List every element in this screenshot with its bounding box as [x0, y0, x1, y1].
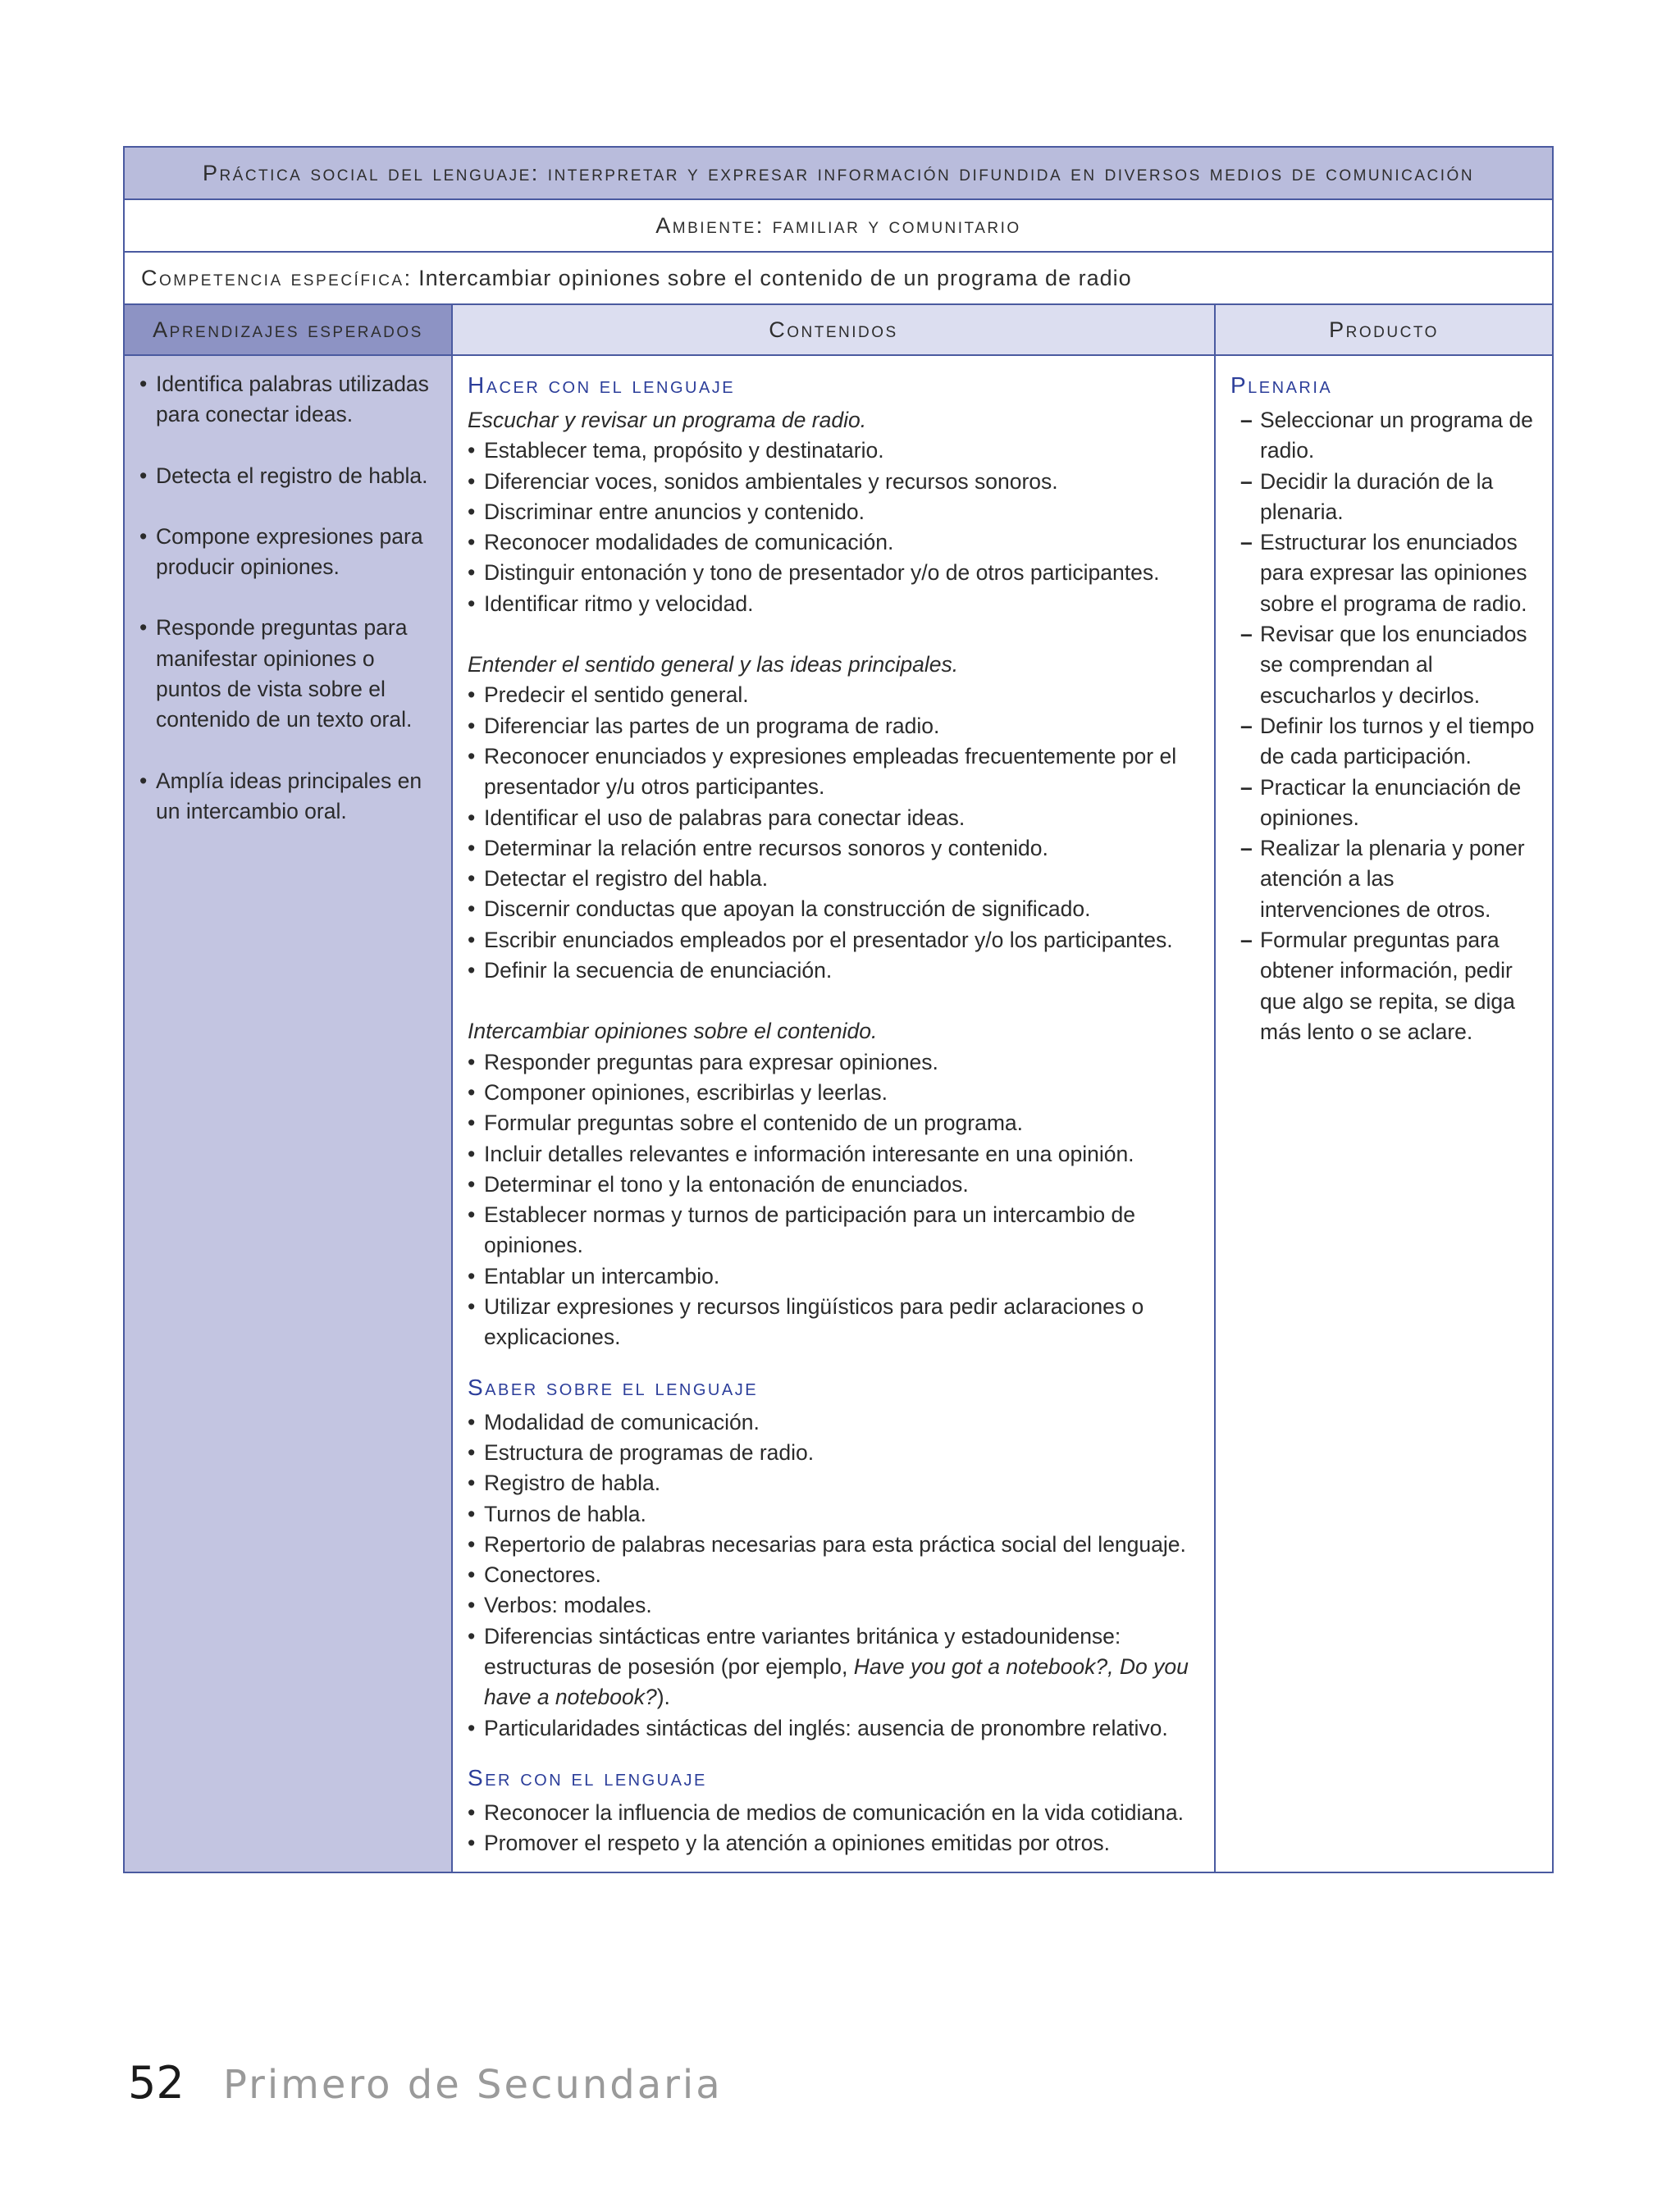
hacer-item: • Escribir enunciados empleados por el presentador y/o los participantes. — [468, 925, 1201, 955]
saber-sintaxis-close: ). — [656, 1685, 670, 1710]
contenidos-header: Contenidos — [452, 304, 1215, 355]
aprendizaje-item: • Compone expresiones para producir opiniones. — [139, 522, 438, 583]
hacer-item: • Identificar el uso de palabras para conectar ideas. — [468, 803, 1201, 833]
saber-item: • Turnos de habla. — [468, 1499, 1201, 1530]
producto-item: – Revisar que los enunciados se comprendan al escucharlos y decirlos. — [1230, 619, 1539, 711]
producto-item: – Realizar la plenaria y poner atención a las intervenciones de otros. — [1230, 833, 1539, 925]
practica-row — [124, 147, 1553, 199]
producto-item: – Decidir la duración de la plenaria. — [1230, 467, 1539, 528]
competencia-cell — [124, 252, 1553, 304]
ser-item: • Promover el respeto y la atención a opiniones emitidas por otros. — [468, 1828, 1201, 1859]
saber-list — [468, 1407, 1201, 1621]
hacer-item: • Establecer tema, propósito y destinatario. — [468, 436, 1201, 466]
hacer-item: • Utilizar expresiones y recursos lingüísticos para pedir aclaraciones o explicaciones. — [468, 1292, 1201, 1353]
hacer-item: • Detectar el registro del habla. — [468, 864, 1201, 894]
hacer-subtitle: Intercambiar opiniones sobre el contenido. — [468, 1019, 878, 1044]
hacer-groups — [468, 405, 1201, 1353]
aprendizajes-header: Aprendizajes esperados — [124, 304, 452, 355]
producto-item: – Seleccionar un programa de radio. — [1230, 405, 1539, 467]
practica-heading: Práctica social del lenguaje: interpretar y expresar información difundida en diversos medios de comunicación — [124, 147, 1553, 199]
hacer-item: • Establecer normas y turnos de participación para un intercambio de opiniones. — [468, 1200, 1201, 1261]
saber-sintaxis-example: Have you got a notebook?, Do you have a notebook? — [484, 1653, 1189, 1710]
saber-item: • Estructura de programas de radio. — [468, 1438, 1201, 1468]
aprendizajes-column — [124, 355, 452, 1872]
hacer-item: • Determinar el tono y la entonación de enunciados. — [468, 1170, 1201, 1200]
producto-column — [1215, 355, 1553, 1872]
saber-title: Saber sobre el lenguaje — [468, 1374, 759, 1400]
book-title: Primero de Secundaria — [223, 2062, 723, 2108]
saber-item: • Modalidad de comunicación. — [468, 1407, 1201, 1438]
contenidos-column — [452, 355, 1215, 1872]
hacer-item: • Definir la secuencia de enunciación. — [468, 955, 1201, 986]
program-table — [123, 146, 1554, 1873]
producto-header: Producto — [1215, 304, 1553, 355]
producto-item: – Estructurar los enunciados para expresar las opiniones sobre el programa de radio. — [1230, 527, 1539, 619]
hacer-item: • Entablar un intercambio. — [468, 1261, 1201, 1292]
producto-item: – Formular preguntas para obtener información, pedir que algo se repita, se diga más lento o se aclare. — [1230, 925, 1539, 1047]
hacer-item: • Discriminar entre anuncios y contenido. — [468, 497, 1201, 527]
hacer-item: • Responder preguntas para expresar opiniones. — [468, 1047, 1201, 1078]
aprendizaje-item: • Identifica palabras utilizadas para conectar ideas. — [139, 369, 438, 431]
ambiente-heading: Ambiente: familiar y comunitario — [124, 199, 1553, 252]
hacer-title: Hacer con el lenguaje — [468, 372, 736, 398]
hacer-item: • Diferenciar las partes de un programa de radio. — [468, 711, 1201, 741]
hacer-item: • Identificar ritmo y velocidad. — [468, 589, 1201, 619]
hacer-item: • Discernir conductas que apoyan la construcción de significado. — [468, 894, 1201, 924]
saber-sintaxis-item — [468, 1621, 1201, 1713]
producto-content — [1216, 356, 1552, 1060]
hacer-subtitle: Entender el sentido general y las ideas principales. — [468, 652, 959, 677]
producto-item: – Definir los turnos y el tiempo de cada participación. — [1230, 711, 1539, 773]
competencia-label: Competencia específica: — [141, 265, 413, 290]
saber-item: • Conectores. — [468, 1560, 1201, 1590]
column-headers-row — [124, 304, 1553, 355]
aprendizaje-item: • Detecta el registro de habla. — [139, 461, 438, 491]
hacer-item: • Diferenciar voces, sonidos ambientales y recursos sonoros. — [468, 467, 1201, 497]
hacer-subtitle: Escuchar y revisar un programa de radio. — [468, 408, 867, 432]
hacer-item: • Determinar la relación entre recursos sonoros y contenido. — [468, 833, 1201, 864]
contenidos-content — [453, 356, 1214, 1872]
body-row — [124, 355, 1553, 1872]
hacer-item: • Distinguir entonación y tono de presentador y/o de otros participantes. — [468, 558, 1201, 588]
saber-sintaxis-text: Diferencias sintácticas entre variantes británica y estadounidense: estructuras de posesión (por ejemplo, — [484, 1623, 1121, 1679]
hacer-item: • Reconocer modalidades de comunicación. — [468, 527, 1201, 558]
aprendizaje-item: • Responde preguntas para manifestar opiniones o puntos de vista sobre el contenido de un texto oral. — [139, 613, 438, 735]
ser-title: Ser con el lenguaje — [468, 1764, 707, 1790]
producto-item: – Practicar la enunciación de opiniones. — [1230, 773, 1539, 834]
ser-item: • Reconocer la influencia de medios de comunicación en la vida cotidiana. — [468, 1798, 1201, 1828]
page-number: 52 — [128, 2057, 185, 2109]
competencia-row — [124, 252, 1553, 304]
saber-last-item: • Particularidades sintácticas del inglés: ausencia de pronombre relativo. — [468, 1713, 1201, 1744]
producto-list — [1230, 405, 1539, 1047]
hacer-item: • Predecir el sentido general. — [468, 680, 1201, 710]
plenaria-title: Plenaria — [1230, 372, 1333, 398]
competencia-text: Intercambiar opiniones sobre el contenido de un programa de radio — [418, 265, 1132, 290]
aprendizaje-item: • Amplía ideas principales en un intercambio oral. — [139, 766, 438, 828]
hacer-item: • Reconocer enunciados y expresiones empleadas frecuentemente por el presentador y/u otros participantes. — [468, 741, 1201, 803]
hacer-item: • Componer opiniones, escribirlas y leerlas. — [468, 1078, 1201, 1108]
ambiente-row — [124, 199, 1553, 252]
saber-item: • Registro de habla. — [468, 1468, 1201, 1498]
hacer-item: • Formular preguntas sobre el contenido de un programa. — [468, 1108, 1201, 1138]
ser-list — [468, 1798, 1201, 1859]
saber-item: • Repertorio de palabras necesarias para esta práctica social del lenguaje. — [468, 1530, 1201, 1560]
hacer-item: • Incluir detalles relevantes e información interesante en una opinión. — [468, 1139, 1201, 1170]
aprendizajes-list — [125, 356, 451, 870]
saber-item: • Verbos: modales. — [468, 1590, 1201, 1621]
